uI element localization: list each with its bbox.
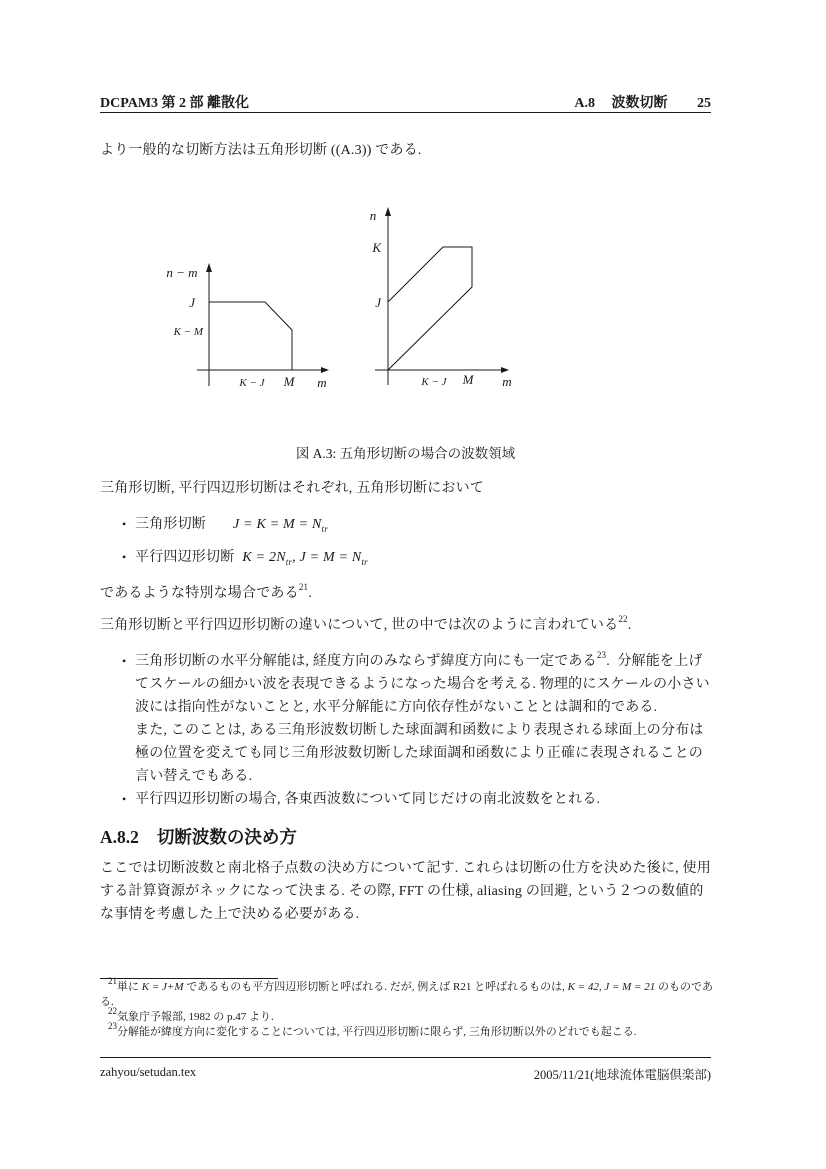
figure-left-diagram — [150, 250, 350, 400]
footnotes — [100, 976, 714, 1040]
formula-subscript2: tr — [361, 556, 368, 567]
left-tick-K-minus-J: K − J — [239, 377, 265, 389]
header-rule — [100, 112, 711, 113]
paragraph-special-cases-text: であるような特別な場合である — [100, 586, 299, 601]
bullet-resolution — [122, 650, 714, 788]
right-x-axis-arrow-icon — [501, 367, 509, 373]
section-number: A.8.2 — [100, 827, 139, 847]
figure-right-diagram — [355, 195, 545, 405]
right-y-axis-arrow-icon — [385, 207, 391, 216]
bullet-triangular-content — [135, 513, 328, 541]
formula-main: J = K = M = N — [233, 517, 322, 532]
footnote-22 — [100, 1006, 714, 1025]
paragraph-truncations — [100, 477, 712, 500]
bullet-triangular — [122, 513, 712, 541]
left-tick-M: M — [283, 374, 295, 389]
footer-rule — [100, 1057, 711, 1058]
header-chapter-title: DCPAM3 第 2 部 離散化 — [100, 96, 250, 111]
paragraph-intro — [100, 139, 712, 162]
formula-part2: , J = M = N — [292, 550, 362, 565]
footnote-23-text: 分解能が緯度方向に変化することについては, 平行四辺形切断に限らず, 三角形切断以外のどれでも起こる. — [117, 1026, 637, 1038]
right-x-axis-label: m — [502, 374, 512, 389]
bullet-resolution-part2: . 分解能を上げてスケールの細かい波を表現できるようになった場合を考える. 物理的にスケールの小さい波には指向性がないことと, 水平分解能に方向依存性がないこととは調和的である. — [135, 654, 710, 715]
bullet-triangular-formula — [233, 517, 328, 532]
bullet-parallelogram-def — [122, 546, 712, 574]
right-tick-K: K — [372, 240, 381, 255]
left-y-axis-label: n − m — [166, 265, 198, 280]
bullet-parallelogram-formula — [242, 550, 367, 565]
bullet-parallelogram-property-text: 平行四辺形切断の場合, 各東西波数について同じだけの南北波数をとれる. — [135, 792, 601, 807]
footnote-21-number: 21 — [108, 976, 117, 987]
footer-filename: zahyou/setudan.tex — [100, 1065, 197, 1079]
paragraph-special-cases-tail: . — [308, 586, 312, 601]
footnote-21-math1: K = J+M — [141, 981, 184, 993]
figure-caption — [100, 442, 711, 462]
bullet-icon: • — [122, 517, 127, 531]
left-x-axis-arrow-icon — [321, 367, 329, 373]
bullet-triangular-label: 三角形切断 — [135, 517, 206, 532]
paragraph-difference — [100, 614, 712, 637]
footnote-23 — [100, 1021, 714, 1040]
page-header — [100, 92, 711, 112]
footnote-ref-22: 22 — [618, 614, 628, 625]
right-truncation-region — [388, 247, 472, 370]
paragraph-difference-text: 三角形切断と平行四辺形切断の違いについて, 世の中では次のように言われている — [100, 618, 619, 633]
bullet-parallelogram-property — [122, 788, 714, 811]
right-y-axis-label: n — [369, 208, 377, 223]
footnote-22-text: 気象庁予報部, 1982 の p.47 より. — [117, 1011, 274, 1023]
formula-subscript: tr — [321, 523, 328, 534]
section-title: 切断波数の決め方 — [156, 827, 297, 847]
left-tick-K-minus-M: K − M — [173, 326, 203, 338]
header-page-number: 25 — [697, 96, 711, 111]
left-tick-J: J — [189, 295, 195, 310]
left-x-axis-label: m — [317, 375, 327, 390]
paragraph-section-body — [100, 857, 712, 926]
bullet-resolution-content — [135, 650, 714, 788]
section-heading — [100, 824, 297, 849]
bullet-icon: • — [122, 550, 127, 564]
header-right — [574, 92, 711, 112]
bullet-icon: • — [122, 654, 127, 668]
paragraph-difference-tail: . — [627, 618, 632, 633]
bullet-parallelogram-label: 平行四辺形切断 — [135, 550, 235, 565]
footnote-23-number: 23 — [108, 1021, 117, 1032]
footnote-21 — [100, 976, 714, 1010]
paragraph-truncations-text: 三角形切断, 平行四辺形切断はそれぞれ, 五角形切断において — [100, 481, 484, 496]
header-section-number: A.8 — [574, 96, 595, 111]
footnote-21-math2: K = 42, J = M = 21 — [567, 981, 656, 993]
bullet-resolution-part1: 三角形切断の水平分解能は, 経度方向のみならず緯度方向にも一定である — [135, 654, 597, 669]
bullet-icon: • — [122, 792, 127, 806]
footer-date-organization: 2005/11/21(地球流体電脳倶楽部) — [533, 1068, 711, 1082]
figure-caption-text: 図 A.3: 五角形切断の場合の波数領域 — [295, 446, 516, 461]
footnote-22-number: 22 — [108, 1006, 117, 1017]
footnote-ref-21: 21 — [298, 582, 309, 593]
right-tick-M: M — [462, 372, 474, 387]
footnote-rule — [100, 978, 278, 979]
right-tick-J: J — [375, 295, 381, 310]
bullet-resolution-part3: また, このことは, ある三角形波数切断した球面調和函数により表現される球面上の分布は極の位置を変えても同じ三角形波数切断した球面調和函数により正確に表現されることの言い替えでもある. — [135, 723, 704, 784]
footnote-21-text3: のものである. — [100, 981, 713, 1008]
paragraph-special-cases — [100, 582, 712, 605]
formula-part1: K = 2N — [242, 550, 286, 565]
page-footer — [100, 1065, 711, 1083]
right-tick-K-minus-J: K − J — [421, 376, 447, 388]
left-y-axis-arrow-icon — [206, 263, 212, 272]
formula-subscript1: tr — [285, 556, 293, 567]
paragraph-intro-text: より一般的な切断方法は五角形切断 ((A.3)) である. — [100, 143, 422, 158]
header-section-title: 波数切断 — [611, 96, 668, 111]
footnote-21-text2: であるものも平方四辺形切断と呼ばれる. だが, 例えば R21 と呼ばれるものは, — [183, 981, 568, 993]
paragraph-section-body-text: ここでは切断波数と南北格子点数の決め方について記す. これらは切断の仕方を決めた後に, 使用する計算資源がネックになって決まる. その際, FFT の仕様, aliasing の回避, という２つの数値的な事情を考慮した上で決める必要がある. — [100, 861, 711, 922]
left-truncation-boundary — [209, 302, 292, 370]
footnote-21-text1: 単に — [117, 981, 142, 993]
bullet-parallelogram-def-content — [135, 546, 368, 574]
footnote-ref-23: 23 — [596, 650, 607, 661]
